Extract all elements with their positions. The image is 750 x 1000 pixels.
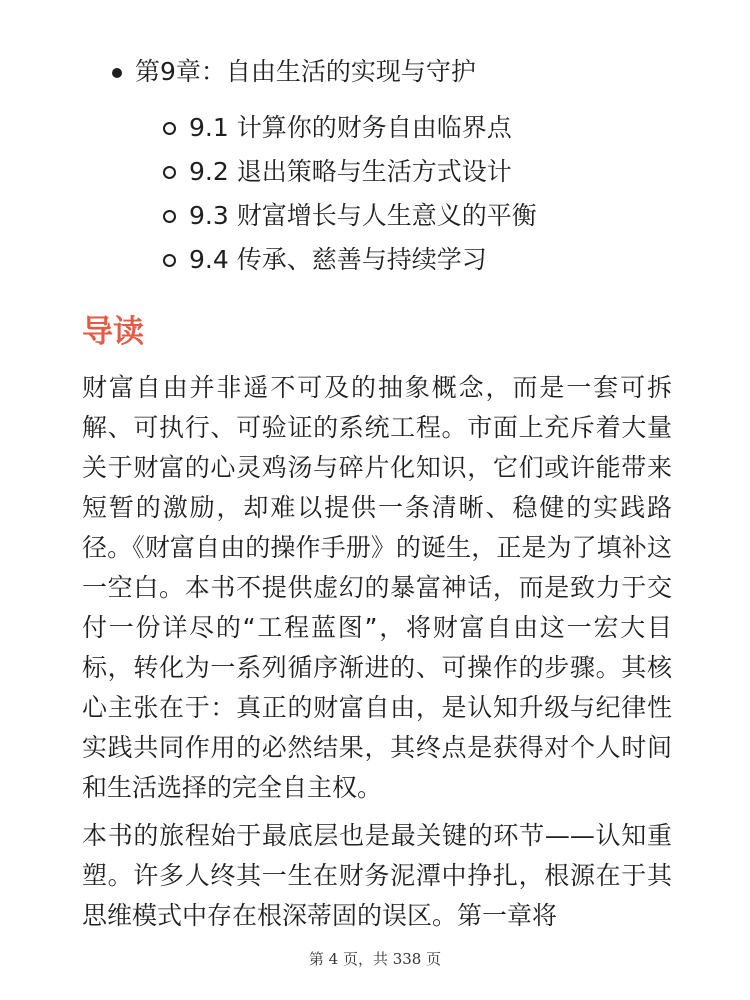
table-of-contents	[0, 50, 750, 282]
intro-paragraph: 财富自由并非遥不可及的抽象概念，而是一套可拆解、可执行、可验证的系统工程。市面上充斥着大量关于财富的心灵鸡汤与碎片化知识，它们或许能带来短暂的激励，却难以提供一条清晰、稳健的实践路径。《财富自由的操作手册》的诞生，正是为了填补这一空白。本书不提供虚幻的暴富神话，而是致力于交付一份详尽的“工程蓝图”，将财富自由这一宏大目标，转化为一系列循序渐进的、可操作的步骤。其核心主张在于：真正的财富自由，是认知升级与纪律性实践共同作用的必然结果，其终点是获得对个人时间和生活选择的完全自主权。	[82, 373, 672, 802]
intro-paragraph: 本书的旅程始于最底层也是最关键的环节——认知重塑。许多人终其一生在财务泥潭中挣扎，根源在于其思维模式中存在根深蒂固的误区。第一章将	[82, 821, 672, 930]
toc-section-list	[0, 106, 750, 282]
toc-section-title: 9.2 退出策略与生活方式设计	[189, 157, 512, 186]
toc-section-title: 9.4 传承、慈善与持续学习	[189, 245, 487, 274]
toc-section-item	[0, 106, 750, 150]
hollow-bullet-icon	[163, 210, 176, 223]
toc-section-item	[0, 238, 750, 282]
toc-chapter-item	[0, 50, 750, 94]
toc-chapter-title: 第9章：自由生活的实现与守护	[135, 57, 476, 86]
toc-section-item	[0, 150, 750, 194]
section-heading: 导读	[82, 314, 144, 350]
hollow-bullet-icon	[163, 166, 176, 179]
toc-section-title: 9.3 财富增长与人生意义的平衡	[189, 201, 537, 230]
toc-section-item	[0, 194, 750, 238]
toc-section-title: 9.1 计算你的财务自由临界点	[189, 113, 512, 142]
filled-bullet-icon	[112, 68, 122, 78]
hollow-bullet-icon	[163, 122, 176, 135]
page-number-footer: 第 4 页，共 338 页	[308, 950, 442, 968]
hollow-bullet-icon	[163, 254, 176, 267]
